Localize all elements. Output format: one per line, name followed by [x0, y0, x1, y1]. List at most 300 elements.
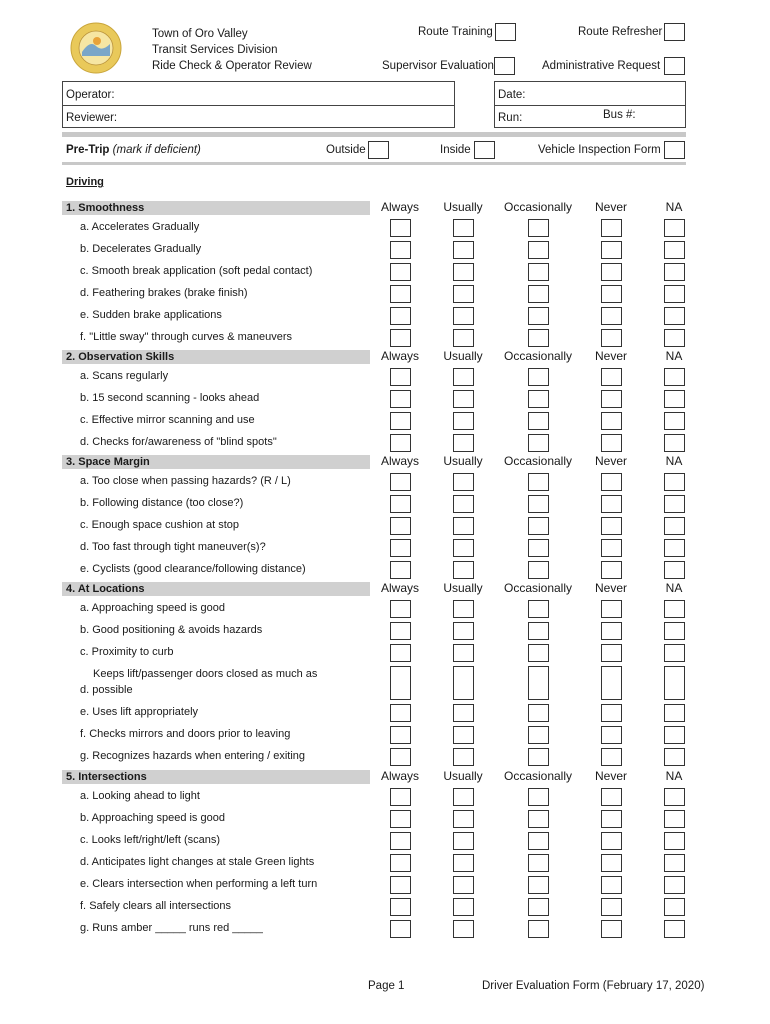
item-letter: d.	[80, 541, 90, 553]
rating-checkbox-always[interactable]	[390, 219, 411, 237]
rating-checkbox-usually[interactable]	[453, 307, 474, 325]
rating-checkbox-usually[interactable]	[453, 704, 474, 722]
rating-checkbox-always[interactable]	[390, 622, 411, 640]
item-text: Runs amber _____ runs red _____	[92, 922, 263, 934]
reviewer-input[interactable]	[120, 105, 450, 126]
rating-checkbox-always[interactable]	[390, 788, 411, 806]
column-header-occasionally: Occasionally	[503, 769, 573, 783]
rating-checkbox-never[interactable]	[601, 285, 622, 303]
item-text-2: possible	[92, 684, 133, 696]
reviewer-field-label: Reviewer:	[66, 112, 118, 124]
column-header-never: Never	[594, 454, 627, 468]
rating-checkbox-occasionally[interactable]	[528, 704, 549, 722]
inside-checkbox[interactable]	[474, 141, 495, 159]
rating-checkbox-always[interactable]	[390, 644, 411, 662]
list-item	[80, 644, 174, 660]
rating-checkbox-never[interactable]	[601, 704, 622, 722]
rating-checkbox-occasionally[interactable]	[528, 329, 549, 347]
route-training-checkbox[interactable]	[495, 23, 516, 41]
list-item	[80, 263, 312, 279]
rating-checkbox-na[interactable]	[664, 704, 685, 722]
rating-checkbox-never[interactable]	[601, 726, 622, 744]
rating-checkbox-na[interactable]	[664, 434, 685, 452]
item-letter: g.	[80, 922, 90, 934]
rating-checkbox-na[interactable]	[664, 368, 685, 386]
rating-checkbox-never[interactable]	[601, 473, 622, 491]
rating-checkbox-never[interactable]	[601, 434, 622, 452]
rating-checkbox-occasionally[interactable]	[528, 600, 549, 618]
list-item	[80, 241, 201, 257]
rating-checkbox-na[interactable]	[664, 898, 685, 916]
rating-checkbox-occasionally[interactable]	[528, 726, 549, 744]
column-header-usually: Usually	[443, 581, 483, 595]
rating-checkbox-usually[interactable]	[453, 898, 474, 916]
list-item	[80, 368, 168, 384]
rating-checkbox-always[interactable]	[390, 263, 411, 281]
column-header-usually: Usually	[443, 454, 483, 468]
rating-checkbox-na[interactable]	[664, 307, 685, 325]
item-letter: a.	[80, 475, 90, 487]
rating-checkbox-na[interactable]	[664, 390, 685, 408]
section-title: 1. Smoothness	[66, 202, 145, 214]
rating-checkbox-na[interactable]	[664, 622, 685, 640]
outside-label: Outside	[326, 144, 366, 156]
rating-checkbox-always[interactable]	[390, 329, 411, 347]
list-item	[80, 539, 266, 555]
rating-checkbox-always[interactable]	[390, 832, 411, 850]
rating-checkbox-occasionally[interactable]	[528, 263, 549, 281]
item-letter: b.	[80, 392, 90, 404]
rating-checkbox-usually[interactable]	[453, 748, 474, 766]
rating-checkbox-never[interactable]	[601, 412, 622, 430]
list-item	[80, 561, 306, 577]
vehicle-inspection-label: Vehicle Inspection Form	[538, 144, 661, 156]
rating-checkbox-always[interactable]	[390, 748, 411, 766]
driving-heading: Driving	[66, 176, 104, 188]
rating-checkbox-usually[interactable]	[453, 434, 474, 452]
rating-checkbox-never[interactable]	[601, 854, 622, 872]
item-text: Good positioning & avoids hazards	[92, 624, 263, 636]
item-letter: b.	[80, 497, 90, 509]
rating-checkbox-occasionally[interactable]	[528, 810, 549, 828]
rating-checkbox-usually[interactable]	[453, 726, 474, 744]
list-item	[80, 473, 291, 489]
rating-checkbox-always[interactable]	[390, 561, 411, 579]
list-item	[80, 219, 199, 235]
item-letter: e.	[80, 563, 90, 575]
rating-checkbox-usually[interactable]	[453, 622, 474, 640]
section-title: 5. Intersections	[66, 771, 147, 783]
list-item	[80, 666, 317, 698]
list-item	[80, 788, 200, 804]
rating-checkbox-na[interactable]	[664, 810, 685, 828]
column-header-never: Never	[594, 200, 627, 214]
item-text-cont	[80, 682, 317, 698]
rating-checkbox-na[interactable]	[664, 644, 685, 662]
rating-checkbox-na[interactable]	[664, 600, 685, 618]
rating-checkbox-usually[interactable]	[453, 810, 474, 828]
rating-checkbox-na[interactable]	[664, 748, 685, 766]
list-item	[80, 876, 317, 892]
pretrip-underline	[62, 162, 686, 165]
list-item	[80, 412, 255, 428]
rating-checkbox-never[interactable]	[601, 329, 622, 347]
rating-checkbox-occasionally[interactable]	[528, 898, 549, 916]
rating-checkbox-usually[interactable]	[453, 473, 474, 491]
list-item	[80, 810, 225, 826]
list-item	[80, 517, 239, 533]
item-text: Smooth break application (soft pedal contact)	[91, 265, 313, 277]
item-text: 15 second scanning - looks ahead	[92, 392, 260, 404]
rating-checkbox-usually[interactable]	[453, 517, 474, 535]
item-text: Looks left/right/left (scans)	[91, 834, 221, 846]
rating-checkbox-never[interactable]	[601, 810, 622, 828]
column-header-occasionally: Occasionally	[503, 349, 573, 363]
rating-checkbox-occasionally[interactable]	[528, 285, 549, 303]
rating-checkbox-always[interactable]	[390, 307, 411, 325]
pretrip-title: Pre-Trip	[66, 144, 110, 156]
rating-checkbox-occasionally[interactable]	[528, 666, 549, 700]
rating-checkbox-never[interactable]	[601, 920, 622, 938]
item-letter: c.	[80, 519, 89, 531]
rating-checkbox-usually[interactable]	[453, 285, 474, 303]
item-text: Accelerates Gradually	[91, 221, 200, 233]
column-header-occasionally: Occasionally	[503, 454, 573, 468]
rating-checkbox-occasionally[interactable]	[528, 832, 549, 850]
item-letter: b.	[80, 624, 90, 636]
item-text: Decelerates Gradually	[92, 243, 202, 255]
rating-checkbox-na[interactable]	[664, 876, 685, 894]
header-block	[152, 26, 312, 74]
item-text: Effective mirror scanning and use	[91, 414, 255, 426]
supervisor-evaluation-label: Supervisor Evaluation	[382, 60, 494, 72]
item-text: Cyclists (good clearance/following distance)	[92, 563, 306, 575]
item-letter: d.	[80, 856, 90, 868]
rating-checkbox-usually[interactable]	[453, 600, 474, 618]
rating-checkbox-always[interactable]	[390, 898, 411, 916]
rating-checkbox-always[interactable]	[390, 412, 411, 430]
supervisor-evaluation-checkbox[interactable]	[494, 57, 515, 75]
rating-checkbox-always[interactable]	[390, 368, 411, 386]
rating-checkbox-always[interactable]	[390, 517, 411, 535]
column-header-usually: Usually	[443, 349, 483, 363]
rating-checkbox-na[interactable]	[664, 854, 685, 872]
list-item	[80, 832, 220, 848]
item-text: Keeps lift/passenger doors closed as much as	[93, 668, 318, 680]
rating-checkbox-occasionally[interactable]	[528, 876, 549, 894]
column-header-usually: Usually	[443, 769, 483, 783]
column-header-always: Always	[380, 349, 419, 363]
rating-checkbox-usually[interactable]	[453, 219, 474, 237]
operator-field-label: Operator:	[66, 89, 115, 101]
column-header-na: NA	[665, 769, 683, 783]
column-header-na: NA	[665, 581, 683, 595]
rating-checkbox-occasionally[interactable]	[528, 390, 549, 408]
rating-checkbox-na[interactable]	[664, 329, 685, 347]
rating-checkbox-usually[interactable]	[453, 412, 474, 430]
item-letter: f.	[80, 728, 87, 740]
item-letter: f.	[80, 900, 87, 912]
rating-checkbox-na[interactable]	[664, 241, 685, 259]
column-header-na: NA	[665, 454, 683, 468]
item-text: Approaching speed is good	[91, 812, 225, 824]
list-item	[80, 600, 225, 616]
rating-checkbox-na[interactable]	[664, 539, 685, 557]
column-header-always: Always	[380, 200, 419, 214]
route-training-label: Route Training	[418, 26, 493, 38]
rating-checkbox-usually[interactable]	[453, 263, 474, 281]
rating-checkbox-na[interactable]	[664, 219, 685, 237]
rating-checkbox-usually[interactable]	[453, 832, 474, 850]
rating-checkbox-usually[interactable]	[453, 561, 474, 579]
rating-checkbox-occasionally[interactable]	[528, 854, 549, 872]
rating-checkbox-na[interactable]	[664, 495, 685, 513]
rating-checkbox-usually[interactable]	[453, 854, 474, 872]
rating-checkbox-usually[interactable]	[453, 390, 474, 408]
rating-checkbox-never[interactable]	[601, 495, 622, 513]
list-item	[80, 390, 259, 406]
administrative-request-checkbox[interactable]	[664, 57, 685, 75]
rating-checkbox-never[interactable]	[601, 517, 622, 535]
rating-checkbox-always[interactable]	[390, 390, 411, 408]
item-letter: e.	[80, 706, 90, 718]
rating-checkbox-na[interactable]	[664, 920, 685, 938]
rating-checkbox-usually[interactable]	[453, 920, 474, 938]
rating-checkbox-occasionally[interactable]	[528, 644, 549, 662]
column-header-occasionally: Occasionally	[503, 200, 573, 214]
vehicle-inspection-checkbox[interactable]	[664, 141, 685, 159]
rating-checkbox-occasionally[interactable]	[528, 495, 549, 513]
rating-checkbox-never[interactable]	[601, 644, 622, 662]
item-text: Too close when passing hazards? (R / L)	[92, 475, 291, 487]
rating-checkbox-usually[interactable]	[453, 788, 474, 806]
form-name-footer: Driver Evaluation Form (February 17, 2020)	[482, 980, 705, 992]
rating-checkbox-na[interactable]	[664, 666, 685, 700]
item-text: Approaching speed is good	[91, 602, 225, 614]
rating-checkbox-occasionally[interactable]	[528, 473, 549, 491]
rating-checkbox-never[interactable]	[601, 748, 622, 766]
rating-checkbox-never[interactable]	[601, 666, 622, 700]
run-field-label: Run:	[498, 112, 523, 124]
item-text: Sudden brake applications	[92, 309, 222, 321]
rating-checkbox-never[interactable]	[601, 788, 622, 806]
rating-checkbox-na[interactable]	[664, 726, 685, 744]
rating-checkbox-na[interactable]	[664, 473, 685, 491]
rating-checkbox-never[interactable]	[601, 219, 622, 237]
form-title: Ride Check & Operator Review	[152, 60, 312, 72]
rating-checkbox-occasionally[interactable]	[528, 434, 549, 452]
item-text: Following distance (too close?)	[92, 497, 244, 509]
rating-checkbox-na[interactable]	[664, 517, 685, 535]
rating-checkbox-na[interactable]	[664, 285, 685, 303]
rating-checkbox-na[interactable]	[664, 412, 685, 430]
pretrip-label	[66, 144, 201, 156]
rating-checkbox-always[interactable]	[390, 285, 411, 303]
rating-checkbox-never[interactable]	[601, 368, 622, 386]
list-item	[80, 285, 248, 301]
list-item	[80, 920, 263, 936]
rating-checkbox-occasionally[interactable]	[528, 920, 549, 938]
item-text: Proximity to curb	[91, 646, 174, 658]
section-title: 4. At Locations	[66, 583, 145, 595]
item-letter: b.	[80, 812, 90, 824]
rating-checkbox-always[interactable]	[390, 539, 411, 557]
rating-checkbox-usually[interactable]	[453, 876, 474, 894]
rating-checkbox-occasionally[interactable]	[528, 788, 549, 806]
rating-checkbox-always[interactable]	[390, 810, 411, 828]
rating-checkbox-occasionally[interactable]	[528, 412, 549, 430]
date-field-label: Date:	[498, 89, 526, 101]
rating-checkbox-never[interactable]	[601, 832, 622, 850]
rating-checkbox-never[interactable]	[601, 241, 622, 259]
rating-checkbox-occasionally[interactable]	[528, 219, 549, 237]
page-number: Page 1	[368, 980, 405, 992]
rating-checkbox-always[interactable]	[390, 726, 411, 744]
list-item	[80, 495, 243, 511]
rating-checkbox-usually[interactable]	[453, 368, 474, 386]
item-text: Feathering brakes (brake finish)	[92, 287, 248, 299]
column-header-na: NA	[665, 200, 683, 214]
town-seal-logo	[70, 22, 122, 74]
list-item	[80, 704, 198, 720]
list-item	[80, 307, 222, 323]
rating-checkbox-usually[interactable]	[453, 539, 474, 557]
column-header-always: Always	[380, 454, 419, 468]
rating-checkbox-never[interactable]	[601, 600, 622, 618]
rating-checkbox-always[interactable]	[390, 241, 411, 259]
rating-checkbox-usually[interactable]	[453, 495, 474, 513]
item-text: Too fast through tight maneuver(s)?	[92, 541, 266, 553]
item-text: "Little sway" through curves & maneuvers	[89, 331, 293, 343]
rating-checkbox-occasionally[interactable]	[528, 622, 549, 640]
section-title: 3. Space Margin	[66, 456, 150, 468]
item-letter: a.	[80, 790, 90, 802]
list-item	[80, 434, 277, 450]
rating-checkbox-usually[interactable]	[453, 241, 474, 259]
rating-checkbox-always[interactable]	[390, 495, 411, 513]
column-header-occasionally: Occasionally	[503, 581, 573, 595]
route-refresher-checkbox[interactable]	[664, 23, 685, 41]
administrative-request-label: Administrative Request	[542, 60, 661, 72]
list-item	[80, 898, 231, 914]
division-name: Transit Services Division	[152, 44, 278, 56]
rating-checkbox-always[interactable]	[390, 473, 411, 491]
item-letter: e.	[80, 309, 90, 321]
rating-checkbox-na[interactable]	[664, 832, 685, 850]
item-letter: a.	[80, 221, 90, 233]
item-text: Clears intersection when performing a left turn	[92, 878, 318, 890]
rating-checkbox-occasionally[interactable]	[528, 241, 549, 259]
rating-checkbox-occasionally[interactable]	[528, 368, 549, 386]
column-header-never: Never	[594, 581, 627, 595]
rating-checkbox-always[interactable]	[390, 666, 411, 700]
list-item	[80, 854, 314, 870]
rating-checkbox-occasionally[interactable]	[528, 748, 549, 766]
rating-checkbox-usually[interactable]	[453, 329, 474, 347]
item-letter: d.	[80, 287, 90, 299]
date-input[interactable]	[530, 82, 682, 103]
item-letter: e.	[80, 878, 90, 890]
rating-checkbox-usually[interactable]	[453, 644, 474, 662]
item-letter: g.	[80, 750, 90, 762]
item-text: Anticipates light changes at stale Green lights	[91, 856, 315, 868]
item-letter: a.	[80, 602, 90, 614]
item-letter: b.	[80, 243, 90, 255]
bus-input[interactable]	[640, 105, 682, 126]
item-letter: c.	[80, 414, 89, 426]
item-letter: c.	[80, 646, 89, 658]
rating-checkbox-occasionally[interactable]	[528, 307, 549, 325]
list-item	[80, 622, 262, 638]
inside-label: Inside	[440, 144, 471, 156]
rating-checkbox-occasionally[interactable]	[528, 539, 549, 557]
item-text: Checks mirrors and doors prior to leaving	[89, 728, 291, 740]
column-header-always: Always	[380, 581, 419, 595]
rating-checkbox-na[interactable]	[664, 788, 685, 806]
section-title: 2. Observation Skills	[66, 351, 175, 363]
list-item	[80, 748, 305, 764]
rating-checkbox-never[interactable]	[601, 561, 622, 579]
rating-checkbox-always[interactable]	[390, 854, 411, 872]
item-text: Scans regularly	[92, 370, 169, 382]
item-letter: f.	[80, 331, 87, 343]
rating-checkbox-never[interactable]	[601, 898, 622, 916]
bus-field-label: Bus #:	[603, 109, 636, 121]
rating-checkbox-na[interactable]	[664, 561, 685, 579]
rating-checkbox-never[interactable]	[601, 307, 622, 325]
rating-checkbox-na[interactable]	[664, 263, 685, 281]
column-header-always: Always	[380, 769, 419, 783]
outside-checkbox[interactable]	[368, 141, 389, 159]
rating-checkbox-always[interactable]	[390, 600, 411, 618]
item-text: Recognizes hazards when entering / exiting	[92, 750, 306, 762]
item-text: Uses lift appropriately	[92, 706, 199, 718]
item-letter: c.	[80, 265, 89, 277]
item-letter: d.	[80, 684, 90, 696]
item-text: Looking ahead to light	[92, 790, 200, 802]
rating-checkbox-occasionally[interactable]	[528, 517, 549, 535]
rating-checkbox-occasionally[interactable]	[528, 561, 549, 579]
column-header-na: NA	[665, 349, 683, 363]
rating-checkbox-always[interactable]	[390, 434, 411, 452]
column-header-usually: Usually	[443, 200, 483, 214]
rating-checkbox-never[interactable]	[601, 876, 622, 894]
item-text: Enough space cushion at stop	[91, 519, 240, 531]
rating-checkbox-never[interactable]	[601, 263, 622, 281]
rating-checkbox-never[interactable]	[601, 539, 622, 557]
item-letter: a.	[80, 370, 90, 382]
item-letter: d.	[80, 436, 90, 448]
rating-checkbox-never[interactable]	[601, 622, 622, 640]
list-item	[80, 329, 292, 345]
column-header-never: Never	[594, 349, 627, 363]
divider-bar	[62, 132, 686, 137]
rating-checkbox-always[interactable]	[390, 704, 411, 722]
item-text: Safely clears all intersections	[89, 900, 232, 912]
route-refresher-label: Route Refresher	[578, 26, 663, 38]
rating-checkbox-always[interactable]	[390, 876, 411, 894]
item-text: Checks for/awareness of "blind spots"	[92, 436, 277, 448]
org-name: Town of Oro Valley	[152, 28, 248, 40]
column-header-never: Never	[594, 769, 627, 783]
pretrip-note: (mark if deficient)	[112, 144, 201, 156]
rating-checkbox-always[interactable]	[390, 920, 411, 938]
run-input[interactable]	[525, 105, 595, 126]
rating-checkbox-never[interactable]	[601, 390, 622, 408]
item-letter: c.	[80, 834, 89, 846]
operator-input[interactable]	[120, 82, 450, 103]
rating-checkbox-usually[interactable]	[453, 666, 474, 700]
